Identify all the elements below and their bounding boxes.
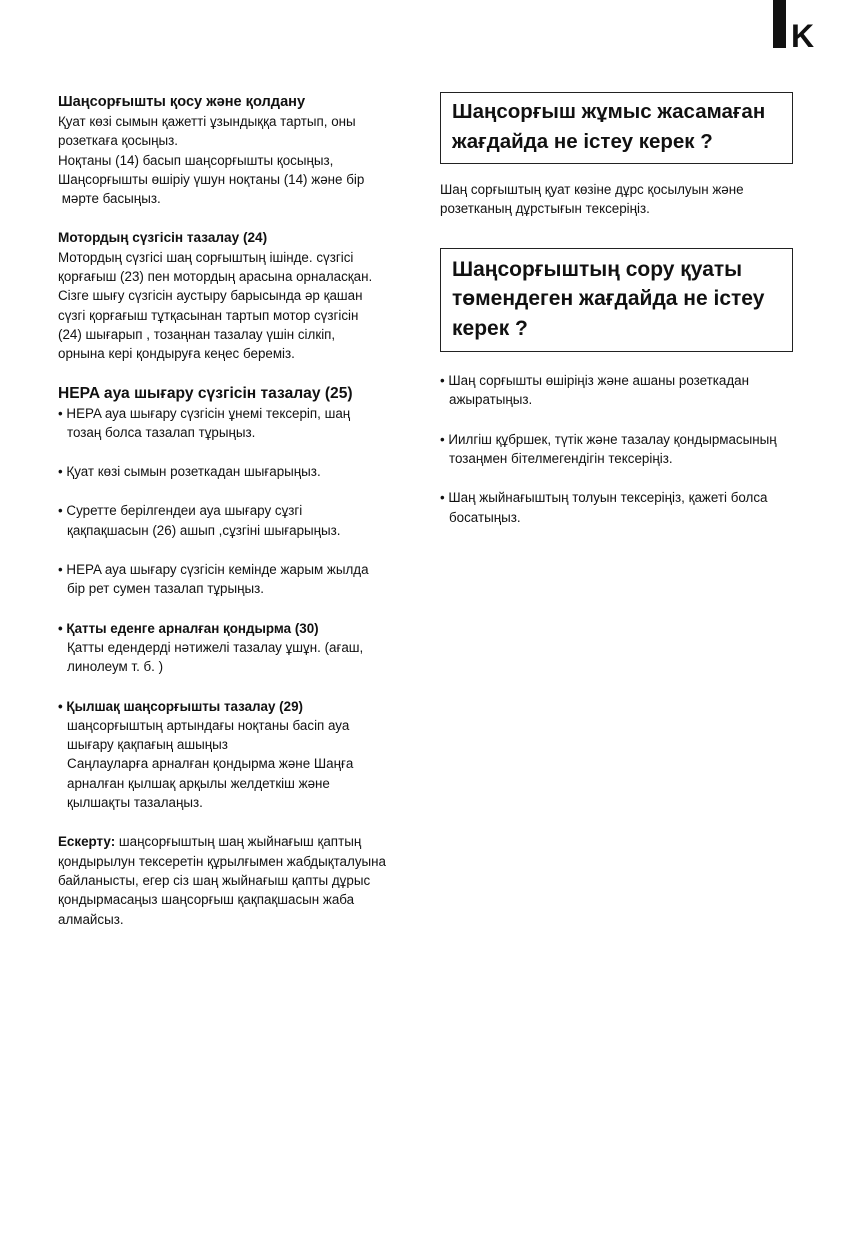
text-line: қорғағыш (23) пен мотордың арасына орналасқан. — [58, 269, 373, 285]
text-line: Қуат көзі сымын қажетті ұзындыққа тартып, оны — [58, 114, 356, 129]
list-item-line: бір рет сумен тазалап тұрыңыз. — [67, 581, 265, 597]
note-first-line — [58, 832, 408, 851]
list-item-line: линолеум т. б. ) — [67, 659, 164, 675]
text-line: мәрте басыңыз. — [58, 191, 161, 207]
text-line: Мотордың сүзгісі шаң сорғыштың ішінде. сүзгісі — [58, 249, 354, 265]
text-line: розетканың дұрстығын тексеріңіз. — [440, 201, 650, 217]
list-item-line: тозаң болса тазалап тұрыңыз. — [67, 424, 256, 440]
list-item-line: • Иилгіш құбршек, түтік және тазалау қондырмасының — [440, 431, 777, 447]
language-tab-letter: K — [791, 18, 815, 54]
text-line: (24) шығарып , тозаңнан тазалау үшін сілкіп, — [58, 326, 336, 342]
list-item-line: босатыңыз. — [449, 509, 521, 525]
list-item-line: • HEPA ауа шығару сүзгісін ұнемі тексеріп, шаң — [58, 405, 351, 421]
list-item-line: Саңлауларға арналған қондырма және Шаңға — [67, 756, 354, 772]
text-line: розеткаға қосыңыз. — [58, 133, 179, 149]
box-heading-line: жағдайда не істеу керек ? — [452, 130, 713, 153]
list-item-line: • Суретте берілгендеи ауа шығару сұзгі — [58, 503, 303, 519]
text-line: байланысты, егер сіз шаң жыйнағыш қапты дұрыс — [58, 872, 371, 888]
list-item-line: • Қуат көзі сымын розеткадан шығарыңыз. — [58, 464, 321, 480]
boxed-heading-not-working — [440, 92, 793, 164]
text-line: қондырмасаңыз шаңсорғыш қақпақшасын жаба — [58, 892, 355, 908]
list-item-line: • Шаң жыйнағыштың толуын тексеріңіз, қажеті болса — [440, 490, 768, 506]
section-tab-marker — [773, 0, 786, 48]
text-line: Сізге шығу сүзгісін аустыру барысында әр қашан — [58, 288, 363, 304]
list-item-line: Қатты едендерді нәтижелі тазалау ұшұн. (ағаш, — [67, 639, 364, 655]
list-item-line: арналған қылшақ арқылы желдеткіш және — [67, 775, 330, 791]
list-item-line: қақпақшасын (26) ашып ,сұзгіні шығарыңыз. — [67, 522, 341, 538]
text-line: Шаңсорғышты өшіріу үшун ноқтаны (14) және бір — [58, 171, 365, 187]
list-item-line: қылшақты тазалаңыз. — [67, 795, 203, 811]
list-item-title: • Қатты еденге арналған қондырма (30) — [58, 620, 319, 636]
list-item-title: • Қылшақ шаңсорғышты тазалау (29) — [58, 698, 303, 714]
box-heading-line: Шаңсорғыш жұмыс жасамаған — [452, 100, 766, 123]
text-line: орнына кері қондыруға кеңес береміз. — [58, 346, 295, 362]
list-item-line: • HEPA ауа шығару сүзгісін кемінде жарым жылда — [58, 562, 369, 578]
box-heading-line: төмендеген жағдайда не істеу — [452, 287, 765, 311]
heading-connect-use: Шаңсорғышты қосу және қолдану — [58, 94, 306, 110]
heading-hepa-filter: HEPA ауа шығару сүзгісін тазалау (25) — [58, 384, 353, 402]
note-text: шаңсорғыштың шаң жыйнағыш қаптың — [115, 834, 362, 850]
box-heading-line: Шаңсорғыштың сору қуаты — [452, 257, 743, 281]
left-column — [58, 92, 408, 929]
note-label: Ескерту: — [58, 834, 116, 850]
list-item-line: тозаңмен бітелмегендігін тексеріңіз. — [449, 450, 673, 466]
text-line: қондырылун тексеретін құрылғымен жабдықталуына — [58, 853, 386, 869]
text-line: Шаң сорғыштың қуат көзіне дұрс қосылуын және — [440, 182, 744, 197]
text-line: алмайсыз. — [58, 911, 124, 927]
list-item-line: шаңсорғыштың артындағы ноқтаны басіп ауа — [67, 717, 350, 733]
list-item-line: ажыратыңыз. — [449, 392, 533, 408]
text-line: Ноқтаны (14) басып шаңсорғышты қосыңыз, — [58, 152, 334, 168]
text-line: сүзгі қорғағыш тұтқасынан тартып мотор сүзгісін — [58, 307, 359, 323]
boxed-heading-low-suction — [440, 248, 793, 353]
box-heading-line: керек ? — [452, 316, 528, 340]
list-item-line: шығару қақпағың ашыңыз — [67, 737, 228, 753]
heading-motor-filter: Мотордың сүзгісін тазалау (24) — [58, 230, 268, 246]
list-item-line: • Шаң сорғышты өшіріңіз және ашаны розеткадан — [440, 373, 749, 389]
right-column — [440, 92, 810, 527]
